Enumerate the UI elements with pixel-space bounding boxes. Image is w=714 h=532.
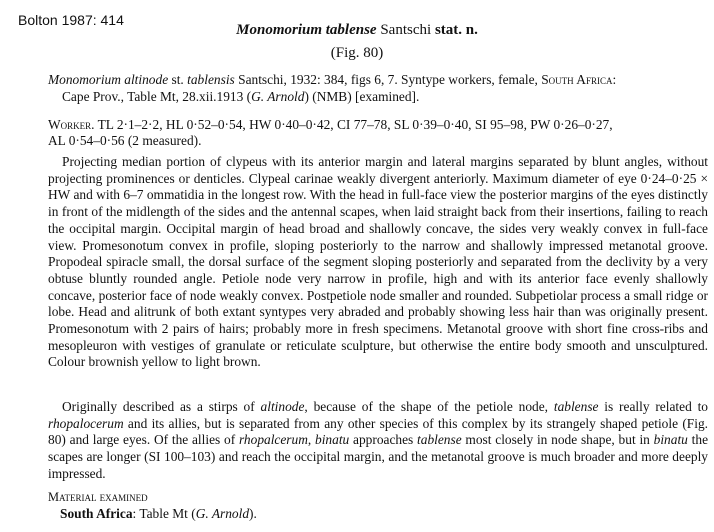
synonym-rank: st. — [171, 72, 184, 87]
material-end: ). — [249, 506, 257, 521]
citation: Bolton 1987: 414 — [18, 12, 124, 28]
material-entry — [60, 506, 257, 522]
synonym-rest: Santschi, 1932: 384, figs 6, 7. Syntype workers, female, — [238, 72, 542, 87]
material-country: South Africa — [60, 506, 133, 521]
figure-reference: (Fig. 80) — [330, 45, 384, 61]
synonym-collector: G. Arnold — [251, 89, 305, 104]
species-heading — [0, 22, 714, 39]
synonym-subspecies: tablensis — [187, 72, 235, 87]
measurements-line1: TL 2·1–2·2, HL 0·52–0·54, HW 0·40–0·42, CI 77–78, SL 0·39–0·40, SI 95–98, PW 0·26–0·27, — [94, 117, 613, 132]
worker-measurements — [48, 117, 708, 149]
synonym-country: South Africa: — [541, 72, 617, 87]
status-label: stat. n. — [434, 22, 478, 38]
synonym-locality: Cape Prov., Table Mt, 28.xii.1913 ( — [62, 89, 252, 104]
synonymy-entry — [48, 71, 708, 105]
description-paragraph: Projecting median portion of clypeus with its anterior margin and lateral margins separated by blunt angles, without projecting prominences or denticles. Clypeal carinae weakly divergent anteriorly. Maximum diameter of eye 0·24–0·25 × HW and with 6–7 ommatidia in the longest row. With the head in full-face view the posterior margins of the eyes distinctly in front of the midlength of the sides and the antennal scapes, when laid straight back from their insertions, failing to reach the occipital margin. Occipital margin of head broad and shallowly concave, the sides very weakly convex in full-face view. Promesonotum convex in profile, sloping posteriorly to the narrow and shallowly impressed metanotal groove. Propodeal spiracle small, the dorsal surface of the segment sloping posteriorly and separated from the declivity by a very obtuse bluntly rounded angle. Petiole node very narrow in profile, high and with its anterior face evenly shallowly concave, posterior face of node weakly convex. Postpetiole node smaller and rounded. Subpetiolar process a small ridge or lobe. Head and alitrunk of both extant syntypes very abraded and probably showing less hair than was originally present. Promesonotum with 2 pairs of hairs; probably more in fresh specimens. Metanotal groove with short fine cross-ribs and mesopleuron with vestiges of granulate or reticulate sculpture, but otherwise the entire body smooth and unsculptured. Colour brownish yellow to light brown. — [48, 154, 708, 370]
synonym-depository: ) (NMB) [examined]. — [304, 89, 420, 104]
species-author: Santschi — [380, 22, 432, 38]
synonym-line2 — [48, 88, 708, 105]
synonym-taxon: Monomorium altinode — [48, 72, 169, 87]
worker-label: Worker. — [48, 117, 95, 132]
material-collector: G. Arnold — [195, 506, 250, 521]
discussion-paragraph: Originally described as a stirps of altinode, because of the shape of the petiole node, tablense is really related to rhopalocerum and its allies, but is separated from any other species of this complex by its strangely shaped petiole (Fig. 80) and large eyes. Of the allies of rhopalcerum, binatu approaches tablense most closely in node shape, but in binatu the scapes are longer (SI 100–103) and reach the occipital margin, and the metanotal groove is much broader and more deeply impressed. — [48, 399, 709, 481]
measurements-line2: AL 0·54–0·56 (2 measured). — [48, 133, 202, 148]
material-locality: : Table Mt ( — [132, 506, 196, 521]
species-name: Monomorium tablense — [236, 22, 377, 38]
material-heading: Material examined — [48, 490, 148, 504]
